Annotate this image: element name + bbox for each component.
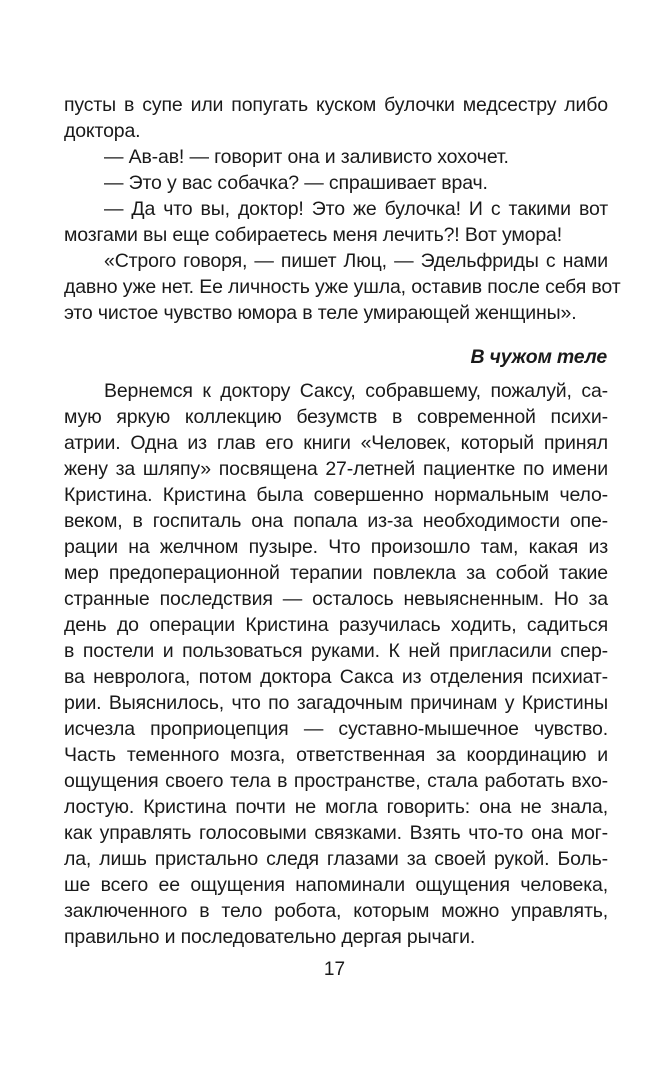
text-line: мер предоперационной терапии повлекла за собой такие bbox=[64, 562, 608, 584]
page-number: 17 bbox=[323, 959, 346, 980]
text-line: «Строго говоря, — пишет Люц, — Эдельфриды с нами bbox=[104, 250, 608, 272]
text-line: атрии. Одна из глав его книги «Человек, который принял bbox=[64, 432, 608, 454]
text-line: Вернемся к доктору Саксу, собравшему, пожалуй, са- bbox=[104, 380, 608, 402]
text-line: мозгами вы еще собираетесь меня лечить?! Вот умора! bbox=[64, 224, 562, 246]
text-line: лостую. Кристина почти не могла говорить: она не знала, bbox=[64, 796, 608, 818]
text-line: в постели и пользоваться руками. К ней пригласили спер- bbox=[64, 640, 608, 662]
text-line: Часть теменного мозга, ответственная за координацию и bbox=[64, 744, 608, 766]
text-line: — Ав-ав! — говорит она и заливисто хохочет. bbox=[104, 146, 509, 168]
text-line: ощущения своего тела в пространстве, стала работать вхо- bbox=[64, 770, 608, 792]
text-line: рии. Выяснилось, что по загадочным причинам у Кристины bbox=[64, 692, 608, 714]
section-heading: В чужом теле bbox=[470, 346, 607, 368]
text-line: заключенного в тело робота, которым можно управлять, bbox=[64, 900, 608, 922]
text-line: — Это у вас собачка? — спрашивает врач. bbox=[104, 172, 488, 194]
text-line: пусты в супе или попугать куском булочки медсестру либо bbox=[64, 94, 608, 116]
text-line: — Да что вы, доктор! Это же булочка! И с такими вот bbox=[104, 198, 608, 220]
text-line: давно уже нет. Ее личность уже ушла, оставив после себя вот bbox=[64, 276, 621, 298]
text-line: это чистое чувство юмора в теле умирающей женщины». bbox=[64, 302, 577, 324]
text-line: странные последствия — осталось невыясненным. Но за bbox=[64, 588, 608, 610]
text-line: мую яркую коллекцию безумств в современной психи- bbox=[64, 406, 608, 428]
text-line: доктора. bbox=[64, 120, 141, 142]
text-line: правильно и последовательно дергая рычаги. bbox=[64, 926, 476, 948]
text-line: веком, в госпиталь она попала из-за необходимости опе- bbox=[64, 510, 608, 532]
text-line: как управлять голосовыми связками. Взять что-то она мог- bbox=[64, 822, 608, 844]
text-line: день до операции Кристина разучилась ходить, садиться bbox=[64, 614, 608, 636]
text-line: ва невролога, потом доктора Сакса из отделения психиат- bbox=[64, 666, 608, 688]
text-line: исчезла проприоцепция — суставно-мышечное чувство. bbox=[64, 718, 608, 740]
text-line: ла, лишь пристально следя глазами за своей рукой. Боль- bbox=[64, 848, 608, 870]
text-line: Кристина. Кристина была совершенно нормальным чело- bbox=[64, 484, 608, 506]
text-line: рации на желчном пузыре. Что произошло там, какая из bbox=[64, 536, 608, 558]
text-line: ше всего ее ощущения напоминали ощущения человека, bbox=[64, 874, 608, 896]
text-line: жену за шляпу» посвящена 27-летней пациентке по имени bbox=[64, 458, 608, 480]
